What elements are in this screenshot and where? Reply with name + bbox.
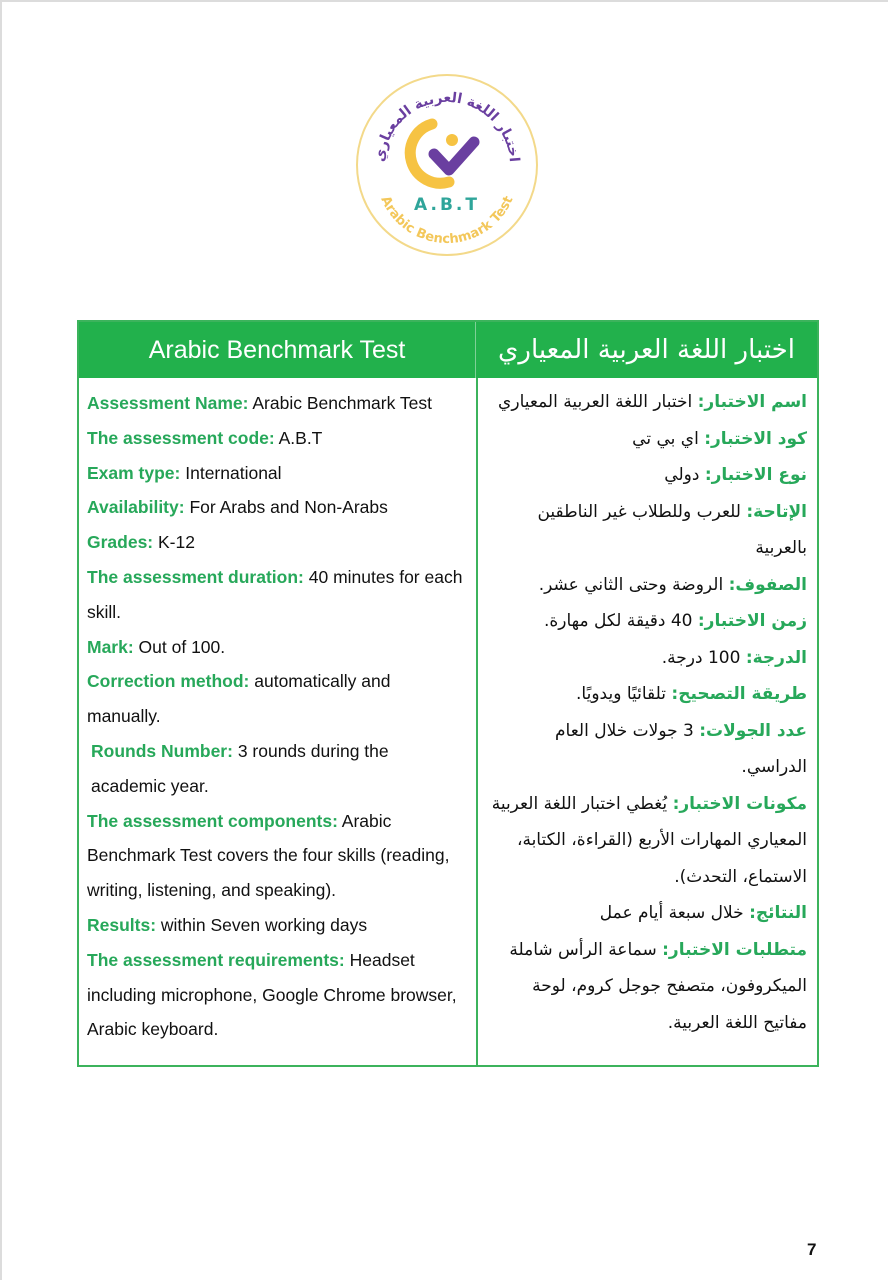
logo-abbreviation: A.B.T: [414, 195, 480, 215]
english-item-components: The assessment components: Arabic Benchmark Test covers the four skills (reading, writing, listening, and speaking).: [87, 810, 450, 901]
english-item-results: Results: within Seven working days: [87, 914, 368, 935]
arabic-item-grades: الصفوف: الروضة وحتى الثاني عشر.: [538, 574, 807, 595]
table-header: [79, 322, 817, 378]
arabic-item-exam-type: نوع الاختبار: دولي: [664, 465, 807, 485]
logo-yellow-dot-icon: [446, 134, 458, 146]
english-item-exam-type: Exam type: International: [87, 462, 282, 483]
info-table: [77, 320, 819, 1067]
english-item-duration: The assessment duration: 40 minutes for each skill.: [87, 566, 463, 622]
english-item-requirements: The assessment requirements: Headset including microphone, Google Chrome browser, Arabic keyboard.: [87, 949, 457, 1040]
english-item-availability: Availability: For Arabs and Non-Arabs: [87, 497, 388, 518]
abt-logo-badge: [354, 72, 540, 258]
arabic-item-duration: زمن الاختبار: 40 دقيقة لكل مهارة.: [543, 611, 807, 631]
arabic-column: [478, 378, 817, 1065]
page-number: 7: [807, 1240, 817, 1259]
english-item-correction-method: Correction method: automatically and manually.: [87, 671, 391, 727]
english-item-assessment-name: Assessment Name: Arabic Benchmark Test: [87, 393, 432, 413]
logo-arabic-text: اختبار اللغة العربية المعياري: [371, 89, 522, 163]
english-item-rounds: Rounds Number: 3 rounds during the academic year.: [91, 740, 389, 796]
english-item-grades: Grades: K-12: [87, 532, 195, 553]
arabic-item-rounds: عدد الجولات: 3 جولات خلال العام الدراسي.: [555, 720, 807, 777]
arabic-item-mark: الدرجة: 100 درجة.: [661, 647, 807, 668]
logo-english-text: Arabic Benchmark Test: [377, 193, 517, 248]
abt-logo: [354, 72, 540, 258]
arabic-item-correction-method: طريقة التصحيح: تلقائيًا ويدويًا.: [576, 684, 807, 704]
arabic-item-components: مكونات الاختبار: يُغطي اختبار اللغة العربية المعياري المهارات الأربع (القراءة، الكتابة، الاستماع، التحدث).: [491, 793, 807, 887]
header-arabic-title: اختبار اللغة العربية المعياري: [498, 335, 795, 365]
arabic-item-availability: الإتاحة: للعرب وللطلاب غير الناطقين بالعربية: [537, 501, 807, 558]
arabic-item-assessment-name: اسم الاختبار: اختبار اللغة العربية المعياري: [498, 392, 807, 412]
arabic-item-code: كود الاختبار: اي بي تي: [632, 428, 807, 449]
arabic-item-results: النتائج: خلال سبعة أيام عمل: [599, 903, 807, 923]
header-english-title: Arabic Benchmark Test: [79, 322, 476, 378]
english-column: [79, 378, 476, 1065]
english-item-code: The assessment code: A.B.T: [87, 427, 323, 448]
arabic-item-requirements: متطلبات الاختبار: سماعة الرأس شاملة الميكروفون، متصفح جوجل كروم، لوحة مفاتيح اللغة العربية.: [509, 939, 807, 1033]
english-item-mark: Mark: Out of 100.: [87, 636, 226, 657]
